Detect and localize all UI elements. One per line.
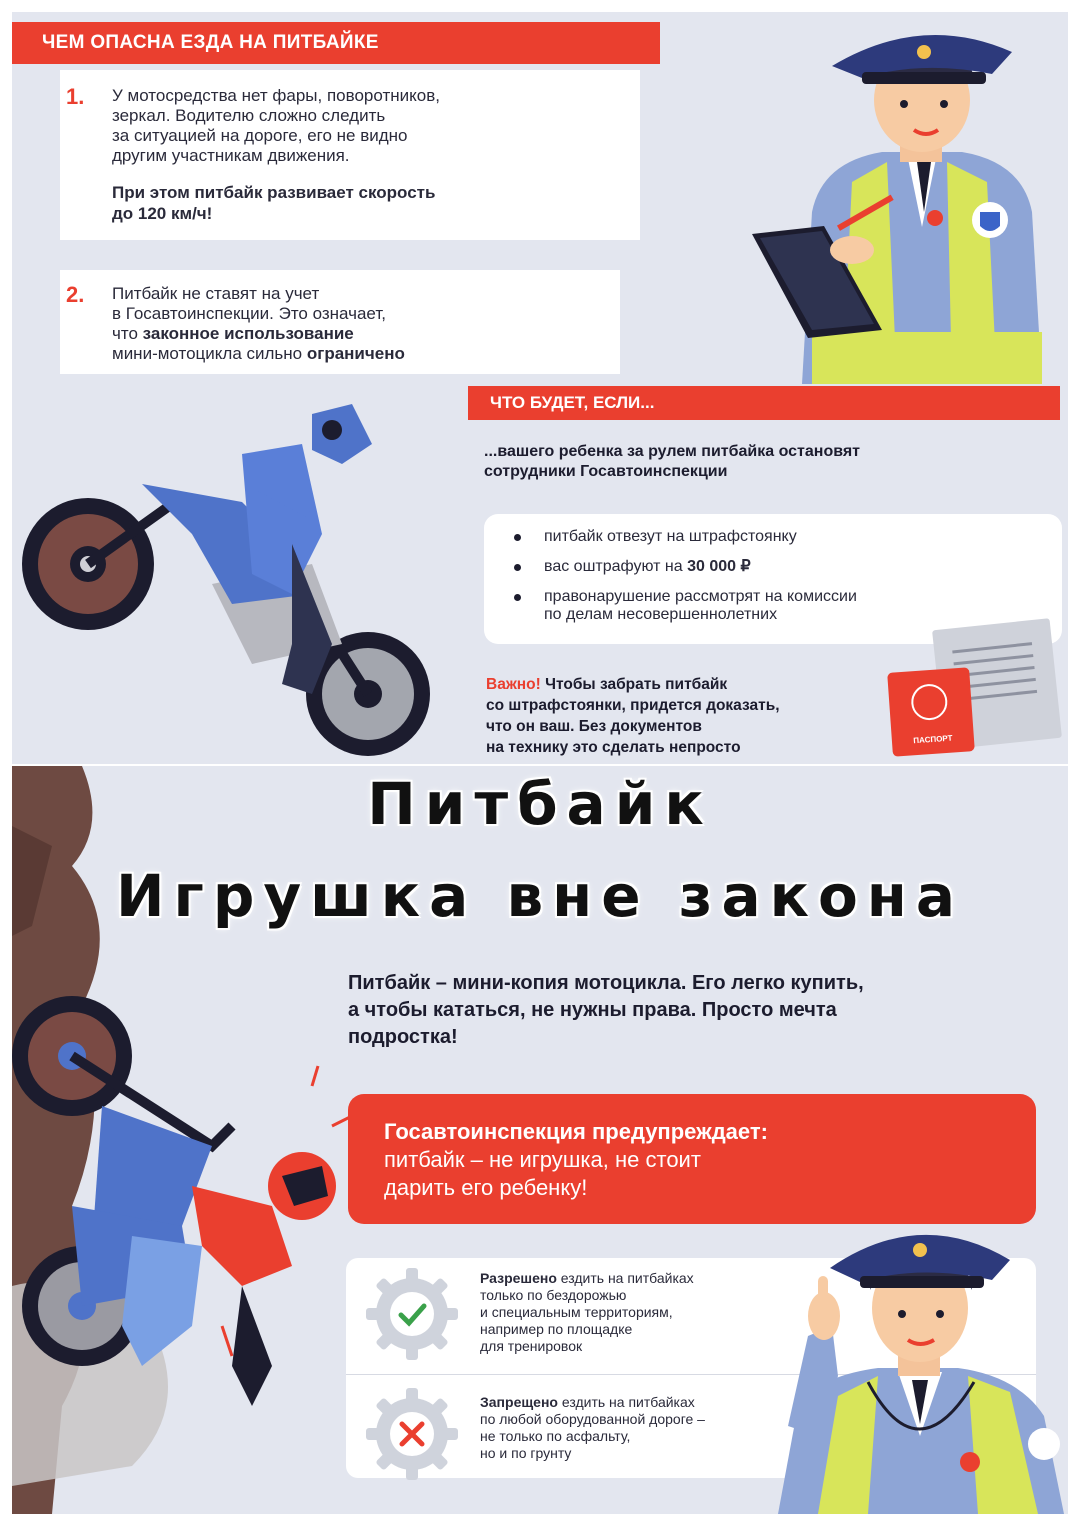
main-title: Питбайк	[367, 770, 713, 838]
important-line: со штрафстоянки, придется доказать,	[486, 697, 780, 714]
traffic-inspector-pointing-illustration	[748, 1176, 1068, 1514]
consequences-card	[484, 514, 1062, 644]
lead-line: ...вашего ребенка за рулем питбайка остановят	[484, 443, 861, 460]
point-1-text	[112, 86, 612, 224]
rule-line: по любой оборудованной дороге –	[480, 1411, 705, 1427]
danger-heading: ЧЕМ ОПАСНА ЕЗДА НА ПИТБАЙКЕ	[12, 22, 660, 64]
text-fragment-bold: законное использование	[142, 324, 354, 343]
point-1-line: У мотосредства нет фары, поворотников,	[112, 86, 440, 105]
rule-line: для тренировок	[480, 1338, 583, 1354]
important-label: Важно!	[486, 676, 541, 693]
passport-illustration	[887, 667, 975, 757]
rule-line: но и по грунту	[480, 1445, 572, 1461]
point-2-number: 2.	[66, 282, 85, 307]
lead-line: сотрудники Госавтоинспекции	[484, 463, 728, 480]
intro-text	[348, 970, 1048, 1051]
text-fragment: мини-мотоцикла сильно	[112, 344, 307, 363]
speed-warning-line: до 120 км/ч!	[112, 204, 213, 223]
text-fragment: по делам несовершеннолетних	[544, 606, 778, 623]
forbidden-label: Запрещено	[480, 1394, 558, 1410]
point-2-line	[112, 344, 612, 364]
text-fragment: Чтобы забрать питбайк	[540, 676, 728, 693]
text-fragment: ездить на питбайках	[557, 1394, 695, 1410]
rule-line	[480, 1394, 770, 1411]
rule-line	[480, 1270, 770, 1287]
point-2-line: в Госавтоинспекции. Это означает,	[112, 304, 386, 323]
allowed-label: Разрешено	[480, 1270, 557, 1286]
important-line: что он ваш. Без документов	[486, 718, 702, 735]
point-2-line: Питбайк не ставят на учет	[112, 284, 320, 303]
important-line: на технику это сделать непросто	[486, 739, 741, 756]
bottom-panel	[12, 766, 1068, 1514]
point-1-card	[60, 70, 640, 240]
text-fragment: правонарушение рассмотрят на комиссии	[544, 588, 857, 605]
forbidden-rule	[480, 1394, 770, 1462]
intro-line: подростка!	[348, 1026, 458, 1048]
warning-line: дарить его ребенку!	[384, 1175, 588, 1200]
speed-warning-line: При этом питбайк развивает скорость	[112, 183, 436, 202]
rule-line: например по площадке	[480, 1321, 633, 1337]
intro-line: а чтобы кататься, не нужны права. Просто мечта	[348, 999, 837, 1021]
intro-line: Питбайк – мини-копия мотоцикла. Его легко купить,	[348, 972, 864, 994]
point-1-line: за ситуацией на дороге, его не видно	[112, 126, 408, 145]
rule-line: не только по асфальту,	[480, 1428, 631, 1444]
point-1-line: зеркал. Водителю сложно следить	[112, 106, 386, 125]
text-fragment: вас оштрафуют на	[544, 558, 688, 575]
point-1-number: 1.	[66, 84, 85, 109]
speed-warning	[112, 182, 612, 224]
allowed-check-icon	[366, 1268, 458, 1360]
warning-line: питбайк – не игрушка, не стоит	[384, 1147, 701, 1172]
passport-label: ПАСПОРТ	[913, 733, 953, 746]
fine-amount: 30 000 ₽	[687, 558, 751, 575]
consequence-item	[514, 558, 1062, 576]
traffic-inspector-writing-illustration	[712, 12, 1068, 384]
consequence-item: питбайк отвезут на штрафстоянку	[514, 528, 1062, 546]
point-2-text	[112, 284, 612, 364]
what-if-heading: ЧТО БУДЕТ, ЕСЛИ...	[468, 386, 1060, 420]
top-panel	[12, 12, 1068, 764]
point-2-card	[60, 270, 620, 374]
text-fragment: ездить на питбайках	[556, 1270, 694, 1286]
consequence-item	[514, 588, 1062, 624]
important-line	[486, 674, 886, 695]
point-2-line	[112, 324, 612, 344]
rule-line: только по бездорожью	[480, 1287, 627, 1303]
warning-title: Госавтоинспекция предупреждает:	[384, 1119, 768, 1144]
motocross-rider-illustration	[12, 394, 462, 764]
main-subtitle: Игрушка вне закона	[115, 862, 965, 930]
stop-lead-text	[484, 442, 1004, 482]
text-fragment-bold: ограничено	[306, 344, 405, 363]
consequences-list	[484, 514, 1062, 624]
forbidden-cross-icon	[366, 1388, 458, 1480]
point-1-line: другим участникам движения.	[112, 146, 350, 165]
important-note	[486, 674, 886, 758]
rule-line: и специальным территориям,	[480, 1304, 673, 1320]
allowed-rule	[480, 1270, 770, 1355]
text-fragment: что	[112, 324, 143, 343]
emblem-icon	[910, 683, 948, 721]
